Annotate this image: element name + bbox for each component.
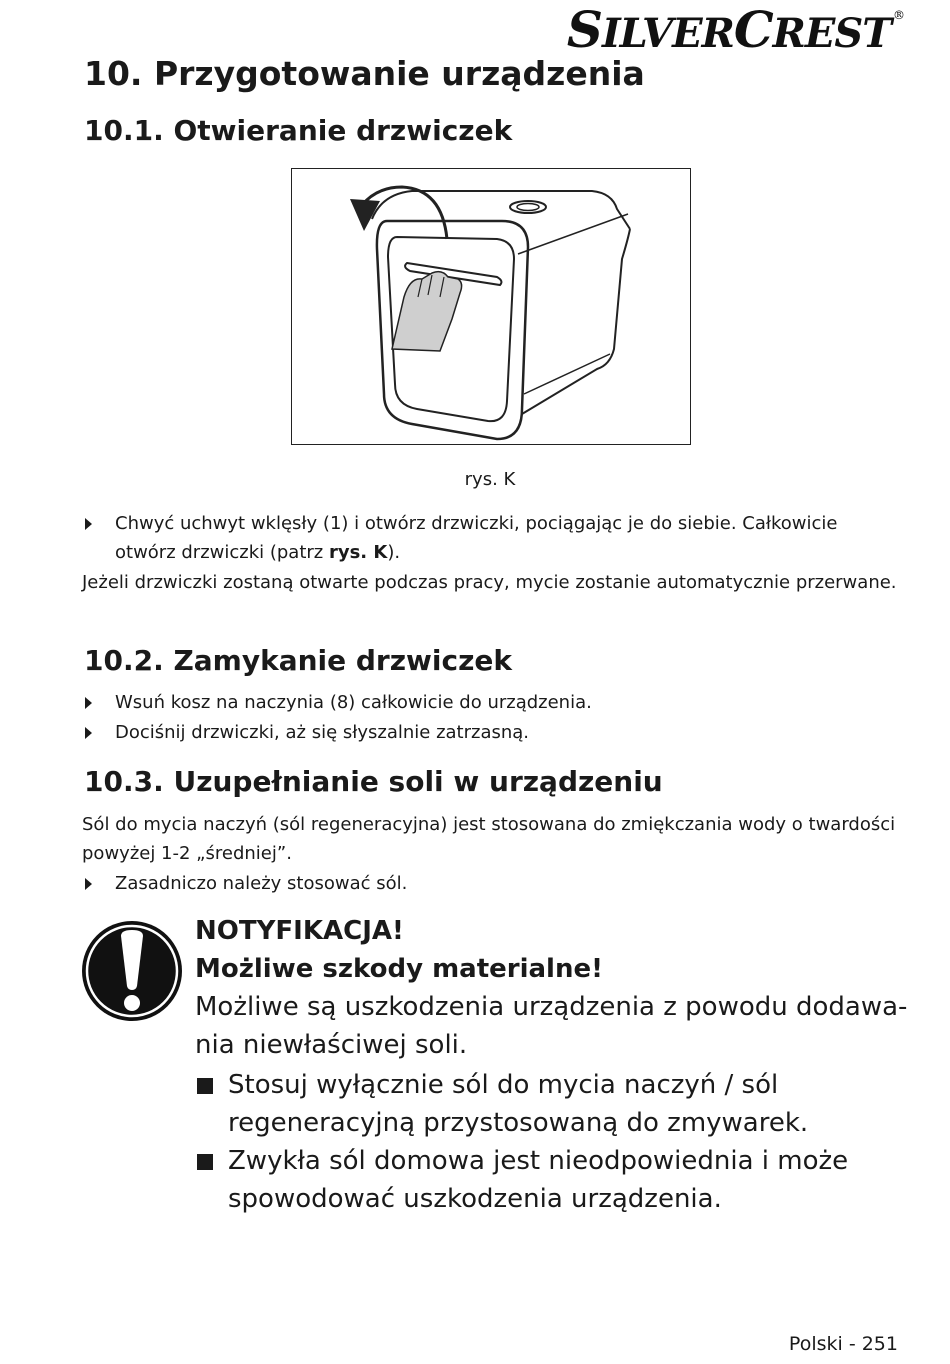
notice-label: NOTYFIKACJA! [195,916,404,946]
notice-item-use-dishwasher-salt: Stosuj wyłącznie sól do mycia naczyń / sól regeneracyjną przystosowaną do zmywarek. [195,1066,910,1142]
instruction-open-door: Chwyć uchwyt wklęsły (1) i otwórz drzwiczki, pociągając je do siebie. Całkowicie otwórz drzwiczki (patrz rys. K). [82,509,902,567]
section-title-closing-door: 10.2. Zamykanie drzwiczek [84,644,512,677]
bullet-triangle-icon [85,697,92,709]
notice-block [195,912,910,1064]
bullet-square-icon [197,1154,213,1170]
bullet-square-icon [197,1078,213,1094]
brand-logo: SILVERCREST ® [566,0,904,59]
bullet-triangle-icon [85,878,92,890]
instruction-use-salt: Zasadniczo należy stosować sól. [82,869,902,898]
figure-caption: rys. K [464,469,516,490]
notice-item-household-salt: Zwykła sól domowa jest nieodpowiednia i może spowodować uszkodzenia urządzenia. [195,1142,910,1218]
paragraph-door-open-during-operation: Jeżeli drzwiczki zostaną otwarte podczas pracy, mycie zostanie automatycznie przerwane. [82,572,897,593]
exclamation-warning-icon [81,920,183,1022]
paragraph-salt-description: Sól do mycia naczyń (sól regeneracyjna) jest stosowana do zmiękczania wody o twardości powyżej 1-2 „średniej”. [82,814,896,864]
figure-k-dishwasher-door-opening [291,168,691,445]
instruction-insert-basket: Wsuń kosz na naczynia (8) całkowicie do urządzenia. [82,688,902,717]
notice-subtitle: Możliwe szkody materialne! [195,954,603,984]
instruction-press-door: Dociśnij drzwiczki, aż się słyszalnie zatrzasną. [82,718,902,747]
bullet-triangle-icon [85,727,92,739]
bullet-triangle-icon [85,518,92,530]
chapter-title: 10. Przygotowanie urządzenia [84,54,645,93]
page-number: Polski - 251 [788,1333,898,1355]
section-title-salt-refill: 10.3. Uzupełnianie soli w urządzeniu [84,765,663,798]
figure-reference: rys. K [328,542,388,563]
notice-text: Możliwe są uszkodzenia urządzenia z powodu dodawania niewłaściwej soli. [195,992,908,1060]
section-title-opening-door: 10.1. Otwieranie drzwiczek [84,114,513,147]
